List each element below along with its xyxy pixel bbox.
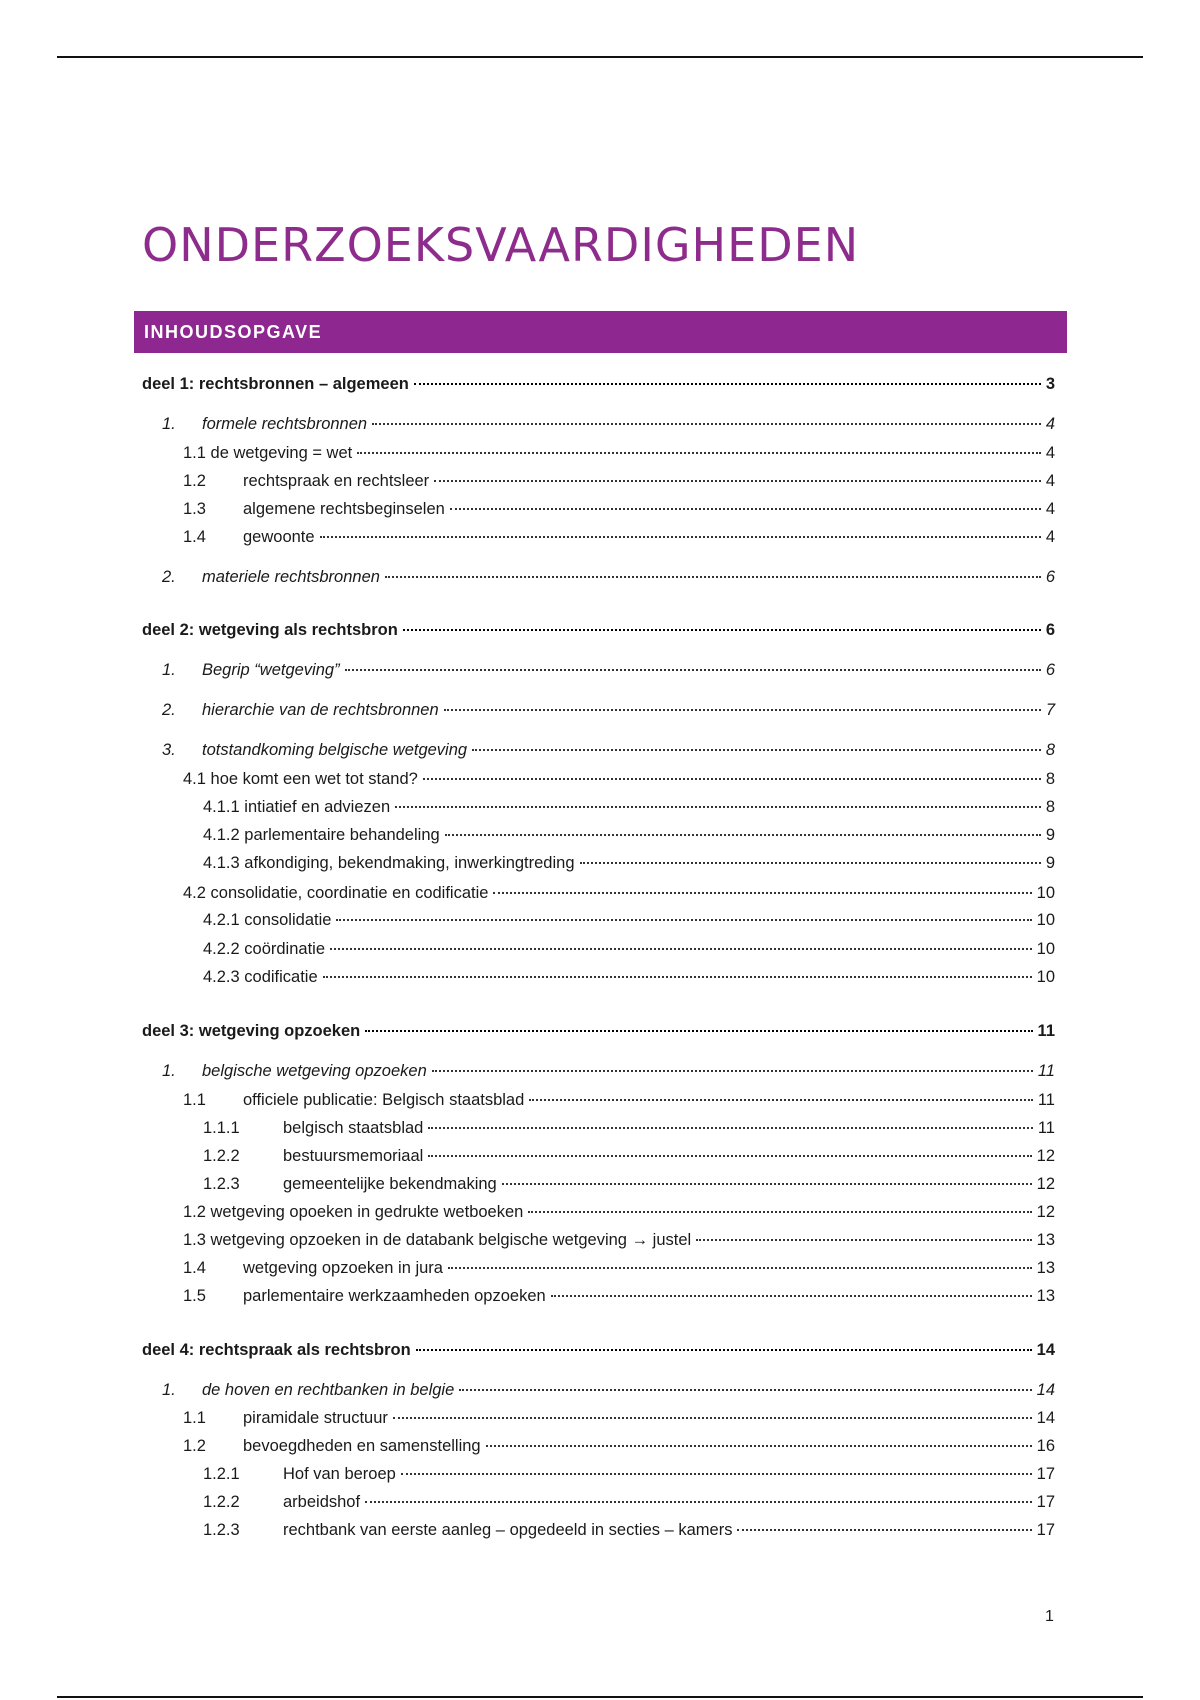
toc-dot-leader bbox=[432, 1070, 1033, 1072]
toc-entry-title: belgisch staatsblad bbox=[283, 1119, 424, 1137]
toc-entry[interactable] bbox=[162, 740, 1055, 760]
toc-entry-title: hierarchie van de rechtsbronnen bbox=[202, 701, 439, 719]
toc-dot-leader bbox=[448, 1267, 1032, 1269]
toc-entry-number: 2. bbox=[162, 701, 176, 719]
toc-dot-leader bbox=[423, 778, 1041, 780]
toc-dot-leader bbox=[580, 862, 1041, 864]
toc-entry[interactable] bbox=[183, 883, 1055, 903]
toc-dot-leader bbox=[486, 1445, 1032, 1447]
toc-entry-title: deel 1: rechtsbronnen – algemeen bbox=[142, 375, 409, 393]
toc-entry-page: 14 bbox=[1036, 1341, 1055, 1359]
toc-entry-title: Hof van beroep bbox=[283, 1465, 396, 1483]
toc-entry-page: 14 bbox=[1036, 1409, 1055, 1427]
toc-entry-title: deel 2: wetgeving als rechtsbron bbox=[142, 621, 398, 639]
toc-entry-number: 1.2.2 bbox=[203, 1493, 240, 1511]
toc-dot-leader bbox=[401, 1473, 1032, 1475]
toc-entry[interactable] bbox=[203, 1464, 1055, 1484]
toc-entry-number: 1. bbox=[162, 1062, 176, 1080]
toc-dot-leader bbox=[336, 919, 1031, 921]
toc-dot-leader bbox=[428, 1127, 1033, 1129]
toc-entry[interactable] bbox=[162, 1061, 1055, 1081]
toc-entry[interactable] bbox=[183, 527, 1055, 547]
toc-dot-leader bbox=[365, 1030, 1032, 1032]
toc-entry-page: 17 bbox=[1036, 1465, 1055, 1483]
toc-entry-page: 6 bbox=[1045, 568, 1055, 586]
toc-entry-title: officiele publicatie: Belgisch staatsblad bbox=[243, 1091, 525, 1109]
toc-entry[interactable] bbox=[142, 1021, 1055, 1041]
toc-entry-title: materiele rechtsbronnen bbox=[202, 568, 380, 586]
toc-entry[interactable] bbox=[203, 1492, 1055, 1512]
toc-entry[interactable] bbox=[203, 797, 1055, 817]
toc-dot-leader bbox=[330, 948, 1032, 950]
toc-entry-title: 4.1 hoe komt een wet tot stand? bbox=[183, 770, 418, 788]
toc-entry[interactable] bbox=[162, 567, 1055, 587]
toc-dot-leader bbox=[414, 383, 1041, 385]
toc-dot-leader bbox=[737, 1529, 1031, 1531]
toc-entry[interactable] bbox=[183, 1408, 1055, 1428]
toc-entry-number: 1.2.2 bbox=[203, 1147, 240, 1165]
toc-entry-number: 1.3 bbox=[183, 500, 206, 518]
toc-entry-page: 9 bbox=[1045, 826, 1055, 844]
toc-entry-page: 12 bbox=[1036, 1203, 1055, 1221]
bottom-rule bbox=[57, 1696, 1143, 1698]
toc-entry-page: 10 bbox=[1036, 884, 1055, 902]
toc-dot-leader bbox=[445, 834, 1041, 836]
toc-entry-title: rechtbank van eerste aanleg – opgedeeld in secties – kamers bbox=[283, 1521, 733, 1539]
toc-dot-leader bbox=[493, 892, 1031, 894]
toc-entry-title: bestuursmemoriaal bbox=[283, 1147, 424, 1165]
toc-dot-leader bbox=[323, 976, 1032, 978]
toc-dot-leader bbox=[529, 1099, 1033, 1101]
toc-entry[interactable] bbox=[203, 1146, 1055, 1166]
toc-entry-title: 1.1 de wetgeving = wet bbox=[183, 444, 353, 462]
toc-entry-page: 16 bbox=[1036, 1437, 1055, 1455]
toc-entry-title: 1.3 wetgeving opzoeken in de databank belgische wetgeving → justel bbox=[183, 1231, 692, 1249]
toc-dot-leader bbox=[528, 1211, 1031, 1213]
toc-entry-number: 1.2.3 bbox=[203, 1521, 240, 1539]
toc-dot-leader bbox=[393, 1417, 1032, 1419]
toc-entry-page: 4 bbox=[1045, 528, 1055, 546]
toc-entry-title: piramidale structuur bbox=[243, 1409, 388, 1427]
toc-entry[interactable] bbox=[183, 1436, 1055, 1456]
toc-entry-number: 1.1 bbox=[183, 1409, 206, 1427]
toc-entry-title: 1.2 wetgeving opoeken in gedrukte wetboeken bbox=[183, 1203, 524, 1221]
toc-entry-page: 4 bbox=[1045, 500, 1055, 518]
toc-dot-leader bbox=[696, 1239, 1031, 1241]
toc-entry-number: 1.2.1 bbox=[203, 1465, 240, 1483]
toc-dot-leader bbox=[403, 629, 1041, 631]
toc-entry-page: 9 bbox=[1045, 854, 1055, 872]
document-title: ONDERZOEKSVAARDIGHEDEN bbox=[142, 218, 860, 272]
toc-entry[interactable] bbox=[203, 853, 1055, 873]
toc-entry-number: 1.2.3 bbox=[203, 1175, 240, 1193]
toc-entry-number: 1.2 bbox=[183, 472, 206, 490]
toc-dot-leader bbox=[428, 1155, 1031, 1157]
toc-entry-title: gewoonte bbox=[243, 528, 315, 546]
toc-entry-page: 6 bbox=[1045, 621, 1055, 639]
toc-entry-page: 13 bbox=[1036, 1259, 1055, 1277]
toc-entry-page: 12 bbox=[1036, 1175, 1055, 1193]
toc-entry-number: 1.2 bbox=[183, 1437, 206, 1455]
toc-entry-title: 4.2.1 consolidatie bbox=[203, 911, 332, 929]
toc-entry[interactable] bbox=[203, 1520, 1055, 1540]
toc-entry-page: 11 bbox=[1037, 1119, 1055, 1137]
toc-entry-page: 17 bbox=[1036, 1521, 1055, 1539]
toc-dot-leader bbox=[345, 669, 1041, 671]
toc-entry-page: 12 bbox=[1036, 1147, 1055, 1165]
toc-entry-page: 13 bbox=[1036, 1231, 1055, 1249]
toc-dot-leader bbox=[502, 1183, 1032, 1185]
toc-entry-page: 7 bbox=[1045, 701, 1055, 719]
toc-entry-page: 10 bbox=[1036, 911, 1055, 929]
toc-entry-page: 10 bbox=[1036, 968, 1055, 986]
toc-entry-page: 3 bbox=[1045, 375, 1055, 393]
toc-entry[interactable] bbox=[183, 1286, 1055, 1306]
toc-dot-leader bbox=[459, 1389, 1031, 1391]
toc-entry-number: 1.4 bbox=[183, 1259, 206, 1277]
toc-dot-leader bbox=[357, 452, 1041, 454]
toc-entry-page: 13 bbox=[1036, 1287, 1055, 1305]
toc-entry-title: belgische wetgeving opzoeken bbox=[202, 1062, 427, 1080]
page-number: 1 bbox=[1045, 1608, 1054, 1625]
toc-entry-page: 17 bbox=[1036, 1493, 1055, 1511]
toc-entry-title: wetgeving opzoeken in jura bbox=[243, 1259, 443, 1277]
toc-entry[interactable] bbox=[142, 1340, 1055, 1360]
toc-entry-title: 4.2 consolidatie, coordinatie en codificatie bbox=[183, 884, 489, 902]
toc-dot-leader bbox=[385, 576, 1041, 578]
toc-entry-page: 6 bbox=[1045, 661, 1055, 679]
toc-entry-title: Begrip “wetgeving” bbox=[202, 661, 340, 679]
toc-entry-number: 1. bbox=[162, 1381, 176, 1399]
toc-entry[interactable] bbox=[183, 1202, 1055, 1222]
toc-entry-title: algemene rechtsbeginselen bbox=[243, 500, 445, 518]
toc-dot-leader bbox=[372, 423, 1041, 425]
toc-entry[interactable] bbox=[162, 1380, 1055, 1400]
toc-entry-page: 4 bbox=[1045, 444, 1055, 462]
toc-entry-number: 1.4 bbox=[183, 528, 206, 546]
toc-entry[interactable] bbox=[183, 1090, 1055, 1110]
toc-heading: INHOUDSOPGAVE bbox=[144, 322, 323, 342]
toc-entry[interactable] bbox=[183, 443, 1055, 463]
toc-dot-leader bbox=[416, 1349, 1032, 1351]
toc-dot-leader bbox=[472, 749, 1041, 751]
toc-entry[interactable] bbox=[203, 1118, 1055, 1138]
toc-entry[interactable] bbox=[203, 967, 1055, 987]
toc-entry[interactable] bbox=[203, 939, 1055, 959]
toc-entry-title: 4.1.2 parlementaire behandeling bbox=[203, 826, 440, 844]
toc-entry-page: 4 bbox=[1045, 415, 1055, 433]
toc-dot-leader bbox=[320, 536, 1041, 538]
toc-entry-number: 1.5 bbox=[183, 1287, 206, 1305]
toc-dot-leader bbox=[450, 508, 1041, 510]
toc-entry[interactable] bbox=[183, 1230, 1055, 1250]
toc-dot-leader bbox=[551, 1295, 1032, 1297]
toc-entry-number: 1. bbox=[162, 661, 176, 679]
toc-entry-page: 10 bbox=[1036, 940, 1055, 958]
toc-entry-title: rechtspraak en rechtsleer bbox=[243, 472, 430, 490]
toc-entry-title: 4.1.3 afkondiging, bekendmaking, inwerkingtreding bbox=[203, 854, 575, 872]
toc-entry[interactable] bbox=[162, 660, 1055, 680]
toc-entry-title: 4.2.3 codificatie bbox=[203, 968, 318, 986]
toc-entry-title: formele rechtsbronnen bbox=[202, 415, 368, 433]
toc-dot-leader bbox=[365, 1501, 1032, 1503]
toc-entry-title: totstandkoming belgische wetgeving bbox=[202, 741, 468, 759]
toc-entry-page: 4 bbox=[1045, 472, 1055, 490]
toc-entry[interactable] bbox=[142, 374, 1055, 394]
toc-entry[interactable] bbox=[162, 414, 1055, 434]
toc-entry-title: gemeentelijke bekendmaking bbox=[283, 1175, 497, 1193]
toc-entry[interactable] bbox=[183, 1258, 1055, 1278]
toc-entry[interactable] bbox=[142, 620, 1055, 640]
toc-entry-page: 14 bbox=[1036, 1381, 1055, 1399]
toc-entry-number: 2. bbox=[162, 568, 176, 586]
toc-entry-title: 4.1.1 intiatief en adviezen bbox=[203, 798, 391, 816]
toc-entry[interactable] bbox=[203, 825, 1055, 845]
toc-entry-title: 4.2.2 coördinatie bbox=[203, 940, 326, 958]
toc-dot-leader bbox=[444, 709, 1041, 711]
toc-dot-leader bbox=[395, 806, 1041, 808]
toc-entry[interactable] bbox=[203, 910, 1055, 930]
toc-dot-leader bbox=[434, 480, 1041, 482]
toc-entry-number: 1.1.1 bbox=[203, 1119, 240, 1137]
toc-entry-title: parlementaire werkzaamheden opzoeken bbox=[243, 1287, 546, 1305]
toc-entry[interactable] bbox=[183, 499, 1055, 519]
toc-entry-page: 8 bbox=[1045, 798, 1055, 816]
toc-entry-title: deel 3: wetgeving opzoeken bbox=[142, 1022, 361, 1040]
toc-entry[interactable] bbox=[183, 471, 1055, 491]
toc-entry-page: 8 bbox=[1045, 770, 1055, 788]
toc-entry[interactable] bbox=[162, 700, 1055, 720]
toc-entry-number: 1. bbox=[162, 415, 176, 433]
toc-entry-page: 8 bbox=[1045, 741, 1055, 759]
toc-entry-title: arbeidshof bbox=[283, 1493, 361, 1511]
toc-entry-number: 1.1 bbox=[183, 1091, 206, 1109]
toc-entry[interactable] bbox=[203, 1174, 1055, 1194]
toc-entry-title: deel 4: rechtspraak als rechtsbron bbox=[142, 1341, 411, 1359]
toc-entry-title: bevoegdheden en samenstelling bbox=[243, 1437, 481, 1455]
toc-entry-number: 3. bbox=[162, 741, 176, 759]
toc-entry[interactable] bbox=[183, 769, 1055, 789]
toc-entry-page: 11 bbox=[1037, 1022, 1055, 1040]
toc-entry-page: 11 bbox=[1037, 1062, 1055, 1080]
toc-entry-title: de hoven en rechtbanken in belgie bbox=[202, 1381, 455, 1399]
toc-entry-page: 11 bbox=[1037, 1091, 1055, 1109]
